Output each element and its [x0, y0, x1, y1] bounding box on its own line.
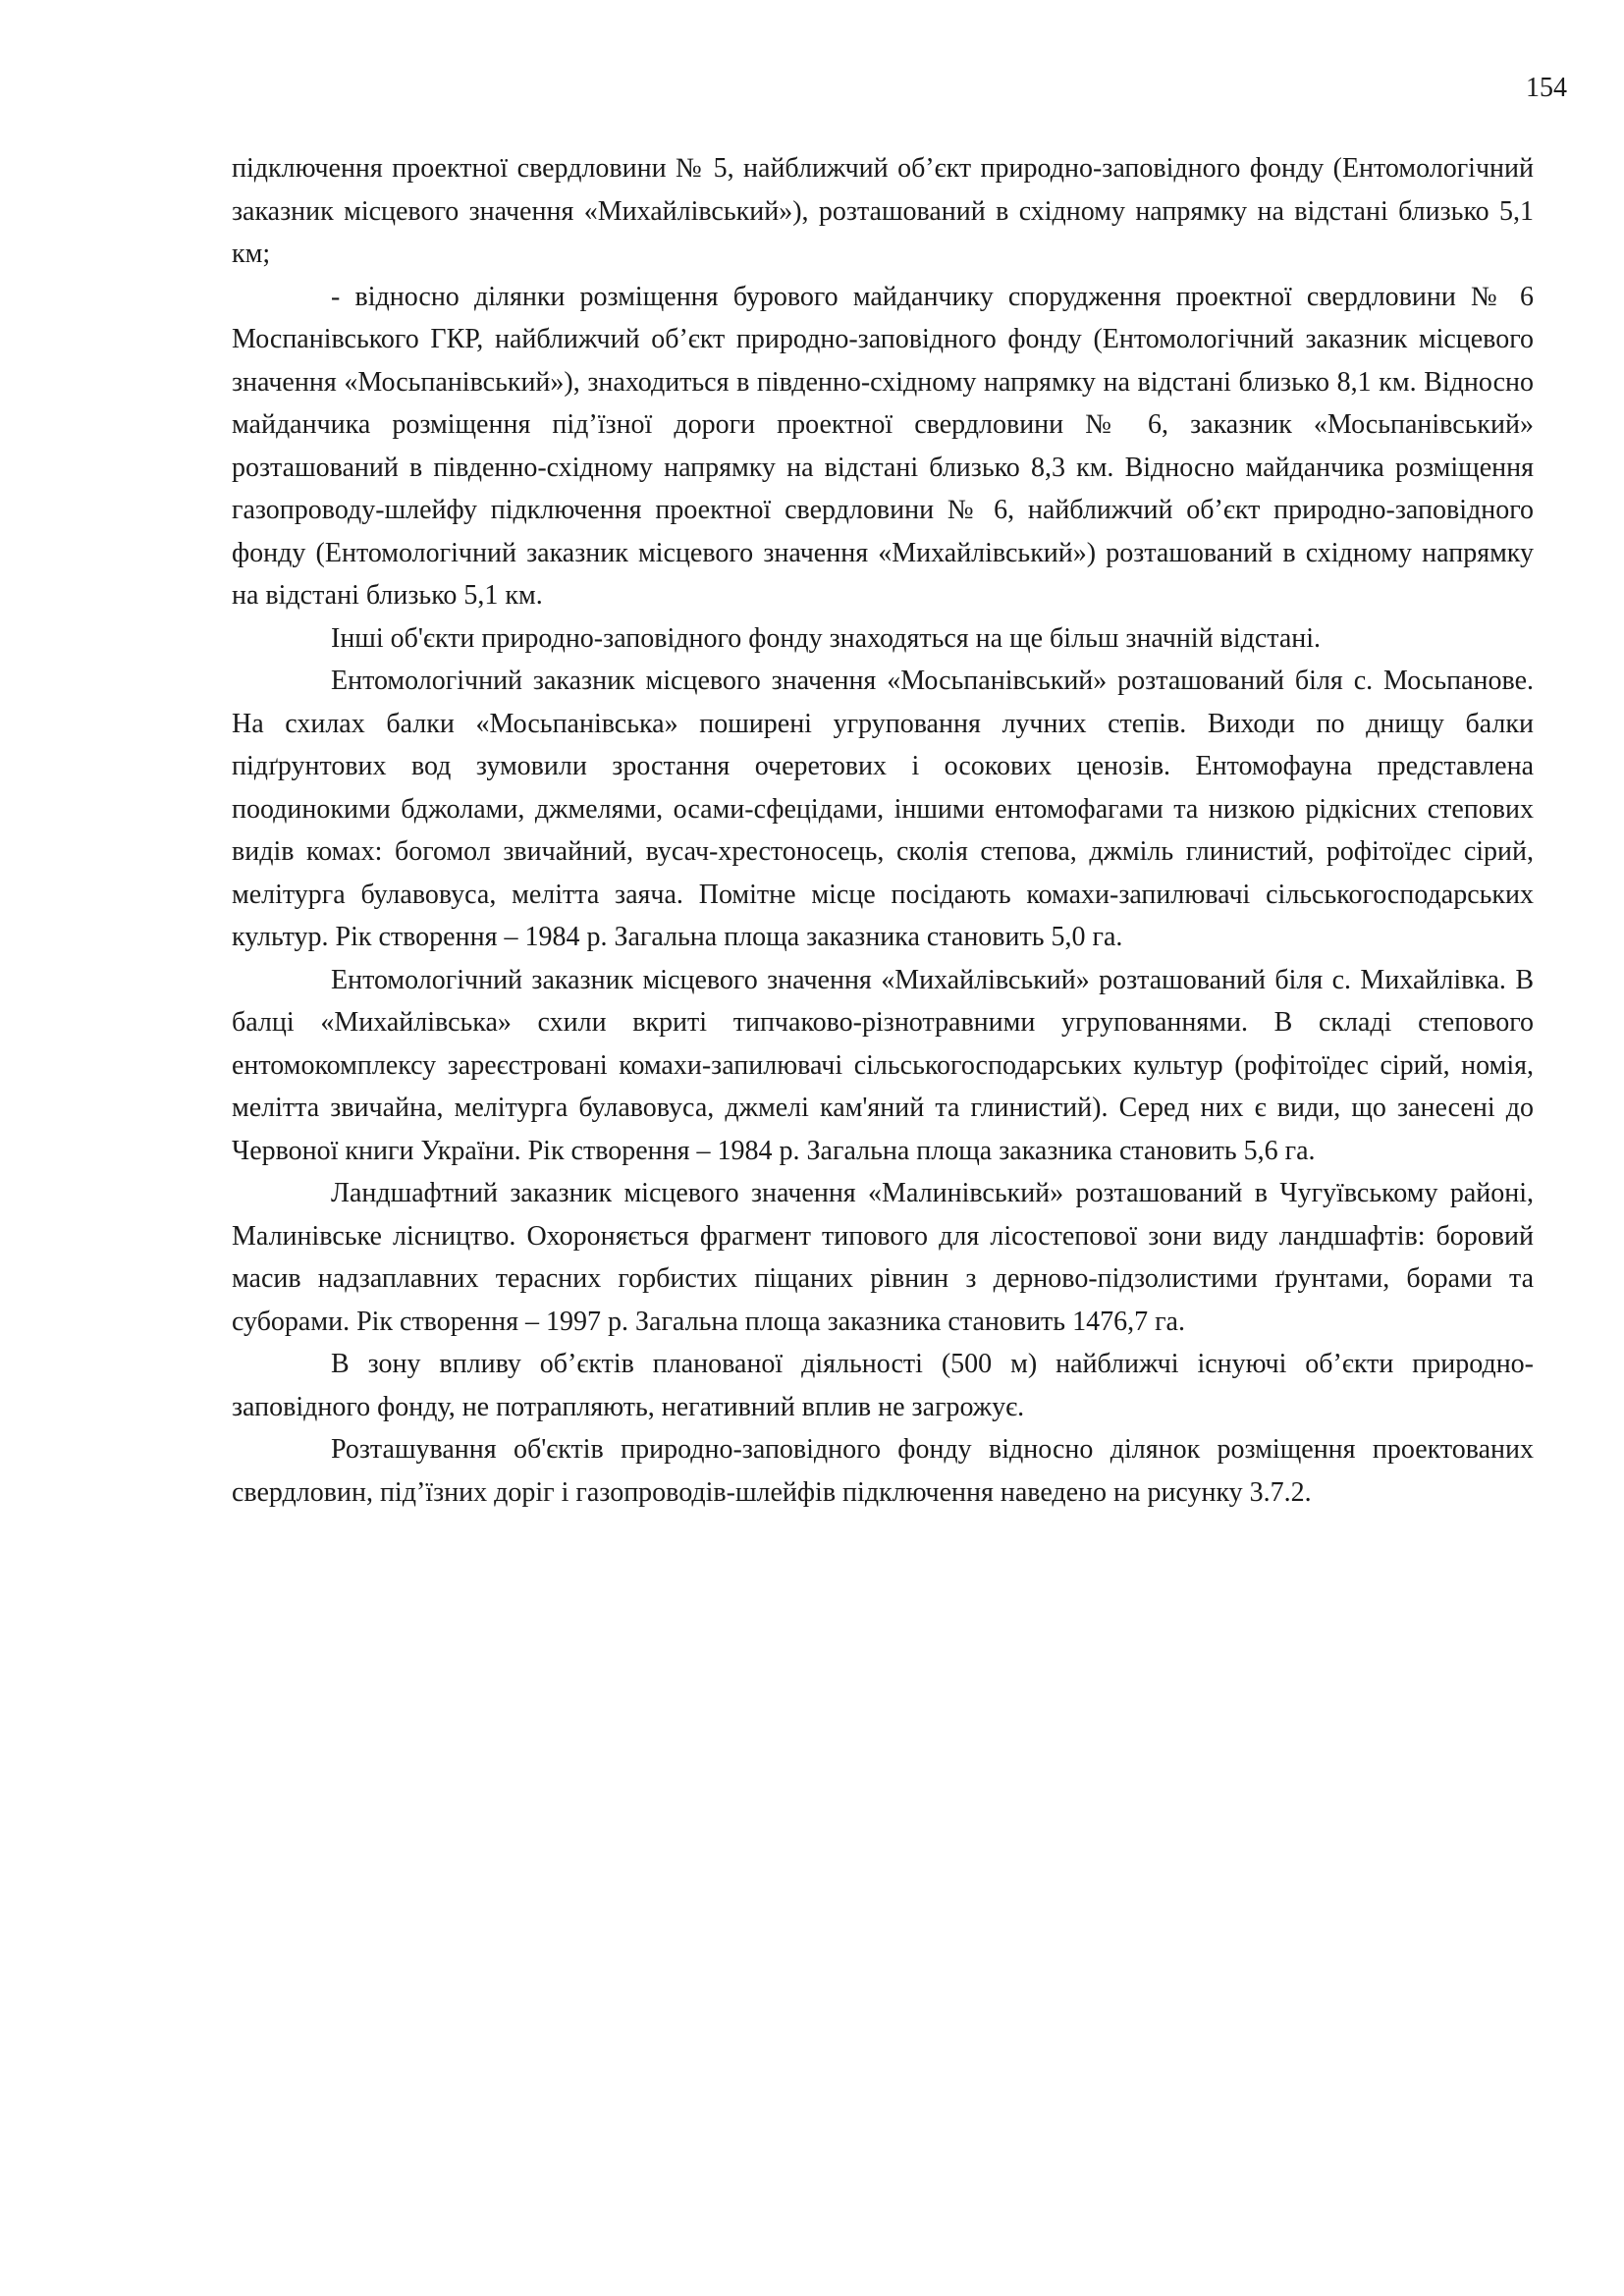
- paragraph-mospanivskyi-reserve: Ентомологічний заказник місцевого значення «Мосьпанівський» розташований біля с. Мосьпанове. На схилах балки «Мосьпанівська» поширені угруповання лучних степів. Виходи по днищу балки підґрунтових вод зумовили зростання очеретових і осокових ценозів. Ентомофауна представлена поодинокими бджолами, джмелями, осами-сфецідами, іншими ентомофагами та низкою рідкісних степових видів комах: богомол звичайний, вусач-хрестоносець, сколія степова, джміль глинистий, рофітоїдес сірий, мелітурга булавовуса, мелітта заяча. Помітне місце посідають комахи-запилювачі сільськогосподарських культур. Рік створення – 1984 р. Загальна площа заказника становить 5,0 га.: [232, 666, 1534, 952]
- paragraph-well-6-distances: - відносно ділянки розміщення бурового майданчику спорудження проектної свердловини № 6 Моспанівського ГКР, найближчий об’єкт природно-заповідного фонду (Ентомологічний заказник місцевого значення «Мосьпанівський»), знаходиться в південно-східному напрямку на відстані близько 8,1 км. Відносно майданчика розміщення під’їзної дороги проектної свердловини № 6, заказник «Мосьпанівський» розташований в південно-східному напрямку на відстані близько 8,3 км. Відносно майданчика розміщення газопроводу-шлейфу підключення проектної свердловини № 6, найближчий об’єкт природно-заповідного фонду (Ентомологічний заказник місцевого значення «Михайлівський») розташований в східному напрямку на відстані близько 5,1 км.: [232, 281, 1534, 611]
- paragraph-mykhailivskyi-reserve: Ентомологічний заказник місцевого значення «Михайлівський» розташований біля с. Михайлівка. В балці «Михайлівська» схили вкриті типчаково-різнотравними угрупованнями. В складі степового ентомокомплексу зареєстровані комахи-запилювачі сільськогосподарських культур (рофітоїдес сірий, номія, мелітта звичайна, мелітурга булавовуса, джмелі кам'яний та глинистий). Серед них є види, що занесені до Червоної книги України. Рік створення – 1984 р. Загальна площа заказника становить 5,6 га.: [232, 964, 1534, 1166]
- paragraph-continuation: підключення проектної свердловини № 5, найближчий об’єкт природно-заповідного фонду (Ентомологічний заказник місцевого значення «Михайлівський»), розташований в східному напрямку на відстані близько 5,1 км;: [232, 153, 1534, 269]
- document-body: [232, 147, 1534, 1514]
- paragraph-other-objects: Інші об'єкти природно-заповідного фонду знаходяться на ще більш значній відстані.: [331, 622, 1322, 654]
- paragraph-impact-zone: В зону впливу об’єктів планованої діяльності (500 м) найближчі існуючі об’єкти природно-заповідного фонду, не потрапляють, негативний вплив не загрожує.: [232, 1349, 1534, 1422]
- paragraph-figure-reference: Розташування об'єктів природно-заповідного фонду відносно ділянок розміщення проектованих свердловин, під’їзних доріг і газопроводів-шлейфів підключення наведено на рисунку 3.7.2.: [232, 1434, 1534, 1508]
- paragraph-malynivskyi-reserve: Ландшафтний заказник місцевого значення «Малинівський» розташований в Чугуївському районі, Малинівське лісництво. Охороняється фрагмент типового для лісостепової зони виду ландшафтів: боровий масив надзаплавних терасних горбистих піщаних рівнин з дерново-підзолистими ґрунтами, борами та суборами. Рік створення – 1997 р. Загальна площа заказника становить 1476,7 га.: [232, 1178, 1534, 1337]
- page-number: 154: [1526, 73, 1567, 103]
